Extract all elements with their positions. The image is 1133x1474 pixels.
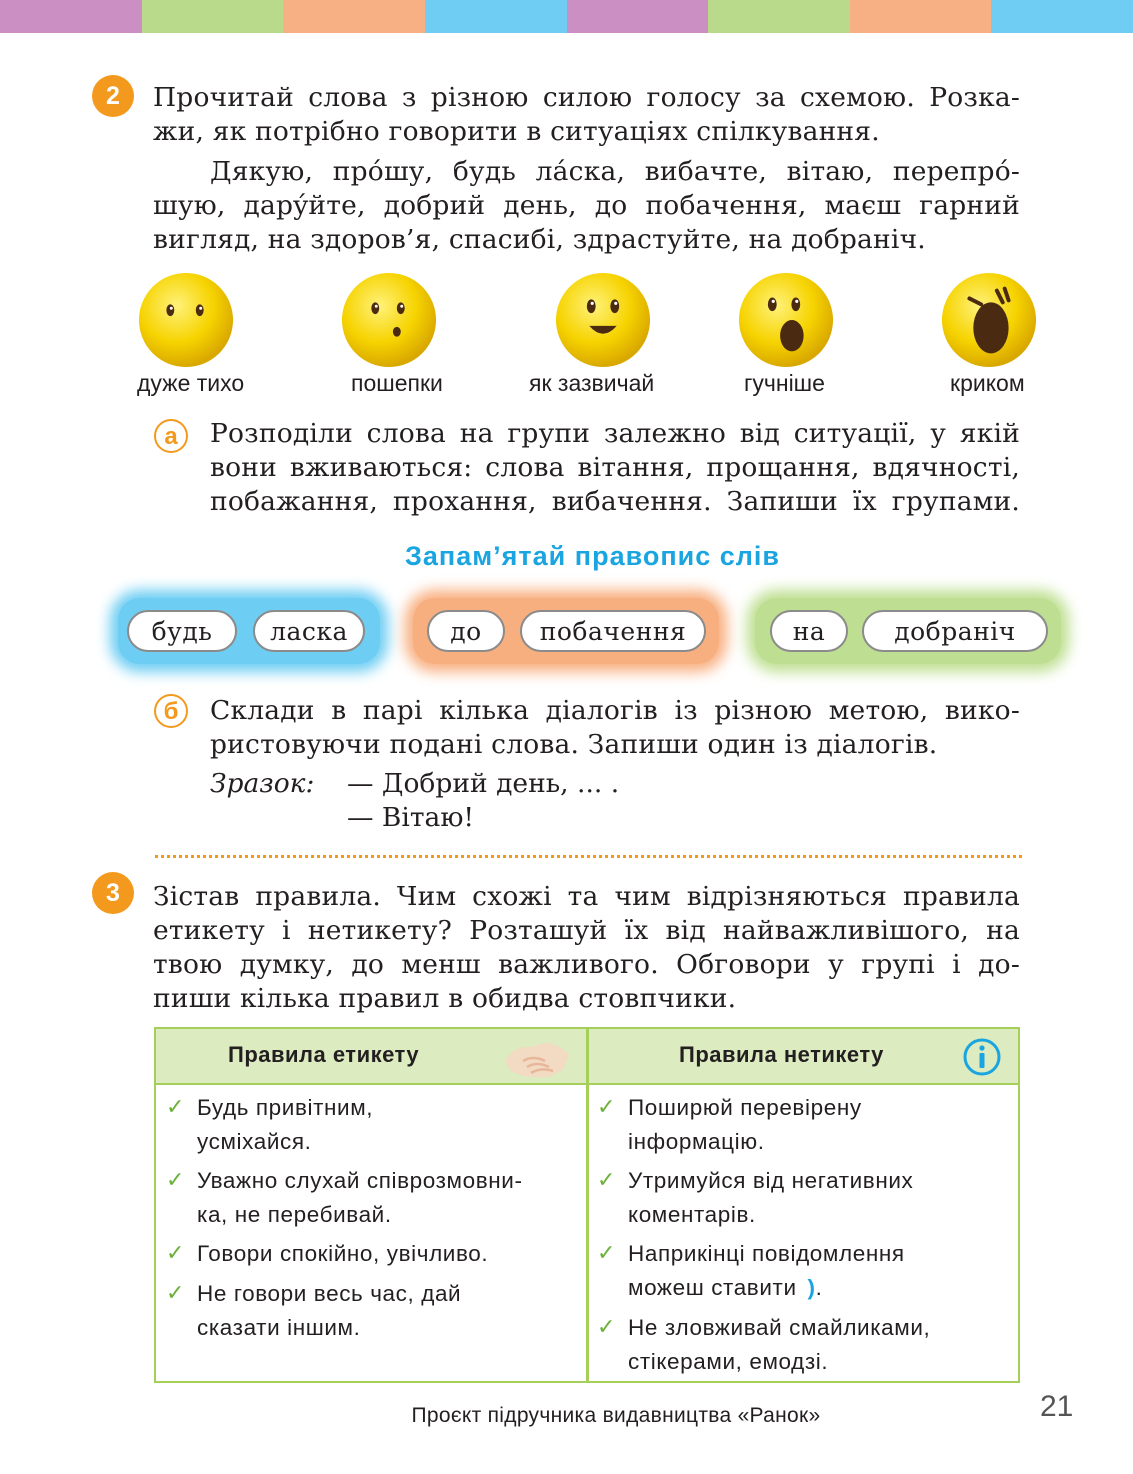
top-bar-segment [283, 0, 425, 33]
rule-line: Говори спокійно, увічливо. [197, 1241, 489, 1266]
remember-spelling-title: Запам’ятай правопис слів [404, 541, 781, 571]
top-bar-segment [850, 0, 992, 33]
voice-level-label: дуже тихо [137, 370, 245, 396]
footer-text: Проєкт підручника видавництва «Ранок» [411, 1404, 821, 1427]
text-line: Розподіли слова на групи залежно від ситуації, у якій [210, 418, 1020, 449]
top-bar-segment [567, 0, 709, 33]
top-bar-segment [708, 0, 850, 33]
spelling-word-pill: добраніч [862, 610, 1048, 652]
page-number: 21 [1040, 1390, 1074, 1423]
top-color-bar [0, 0, 1133, 33]
rule-line: усміхайся. [197, 1129, 312, 1154]
spelling-word-pill: на [770, 610, 848, 652]
normal-face-icon [554, 271, 652, 369]
text-line: Дякую, прóшу, будь лáска, вибачте, вітаю, перепрó- [210, 156, 1020, 187]
rule-line: Не зловживай смайликами, [628, 1315, 931, 1340]
text-line: ристовуючи подані слова. Запиши один із діалогів. [210, 729, 938, 760]
top-bar-segment [0, 0, 142, 33]
check-mark-icon: ✓ [166, 1281, 185, 1306]
task-number-badge: 3 [92, 872, 134, 914]
text-line: шую, дарýйте, добрий день, до побачення, маєш гарний [153, 190, 1020, 221]
rule-line: сказати іншим. [197, 1315, 361, 1340]
section-divider [155, 855, 1022, 858]
task2-words [153, 155, 1020, 257]
voice-level-label: як зазвичай [529, 370, 655, 396]
quiet-face-icon [137, 271, 235, 369]
rule-text: . [815, 1275, 823, 1300]
text-line: вигляд, на здоров’я, спасибі, здрастуйте, на добраніч. [153, 224, 926, 255]
rule-text: можеш ставити [628, 1275, 797, 1300]
shouting-face-icon [940, 271, 1038, 369]
check-mark-icon: ✓ [597, 1168, 616, 1193]
spelling-word-pill: будь [127, 610, 237, 652]
rule-line: інформацію. [628, 1129, 765, 1154]
spelling-word-pill: до [427, 610, 505, 652]
subtask-letter-badge: а [154, 419, 188, 453]
rule-line: Поширюй перевірену [628, 1095, 862, 1120]
rules-table [154, 1027, 1020, 1383]
rule-line: стікерами, емодзі. [628, 1349, 829, 1374]
whisper-face-icon [340, 271, 438, 369]
etiquette-header: Правила етикету [228, 1042, 420, 1067]
netiquette-header: Правила нетикету [679, 1042, 884, 1067]
rule-line: Уважно слухай співрозмовни- [197, 1168, 523, 1193]
rule-line: Утримуйся від негативних [628, 1168, 914, 1193]
task-number-badge: 2 [92, 75, 134, 117]
text-line: етикету і нетикету? Розташуй їх від найважливішого, на [153, 915, 1020, 946]
check-mark-icon: ✓ [597, 1241, 616, 1266]
top-bar-segment [142, 0, 284, 33]
smiley-symbol: ) [807, 1275, 816, 1300]
handshake-icon [501, 1031, 573, 1083]
subtask-a-text [210, 417, 1020, 519]
rule-line: Будь привітним, [197, 1095, 374, 1120]
top-bar-segment [991, 0, 1133, 33]
spelling-word-pill: побачення [520, 610, 706, 652]
voice-level-label: пошепки [351, 370, 443, 396]
text-line: вони вживаються: слова вітання, прощання, вдячності, [210, 452, 1020, 483]
top-bar-segment [425, 0, 567, 33]
voice-level-label: гучніше [744, 370, 825, 396]
sample-dialog-line: — Добрий день, ... . [347, 768, 620, 799]
column-divider [586, 1029, 589, 1381]
text-line: твою думку, до менш важливого. Обговори у групі і до- [153, 949, 1020, 980]
check-mark-icon: ✓ [166, 1095, 185, 1120]
voice-level-label: криком [950, 370, 1025, 396]
rule-line [628, 1271, 822, 1305]
spelling-word-pill: ласка [253, 610, 365, 652]
info-icon [962, 1037, 1002, 1077]
rule-line: Не говори весь час, дай [197, 1281, 462, 1306]
rule-line: ка, не перебивай. [197, 1202, 392, 1227]
text-line: побажання, прохання, вибачення. Запиши їх групами. [210, 486, 1020, 517]
check-mark-icon: ✓ [597, 1315, 616, 1340]
text-line: Прочитай слова з різною силою голосу за схемою. Розка- [153, 82, 1020, 113]
subtask-b-text [210, 694, 1020, 762]
task2-instruction [153, 81, 1020, 149]
subtask-letter-badge: б [154, 694, 188, 728]
check-mark-icon: ✓ [166, 1168, 185, 1193]
task3-instruction [153, 880, 1020, 1016]
text-line: жи, як потрібно говорити в ситуаціях спілкування. [153, 116, 880, 147]
sample-dialog-line: — Вітаю! [347, 802, 475, 833]
sample-label: Зразок: [210, 768, 315, 799]
text-line: Склади в парі кілька діалогів із різною метою, вико- [210, 695, 1020, 726]
text-line: пиши кілька правил в обидва стовпчики. [153, 983, 737, 1014]
rule-line: коментарів. [628, 1202, 756, 1227]
louder-face-icon [737, 271, 835, 369]
check-mark-icon: ✓ [166, 1241, 185, 1266]
text-line: Зістав правила. Чим схожі та чим відрізняються правила [153, 881, 1020, 912]
rule-line: Наприкінці повідомлення [628, 1241, 905, 1266]
check-mark-icon: ✓ [597, 1095, 616, 1120]
